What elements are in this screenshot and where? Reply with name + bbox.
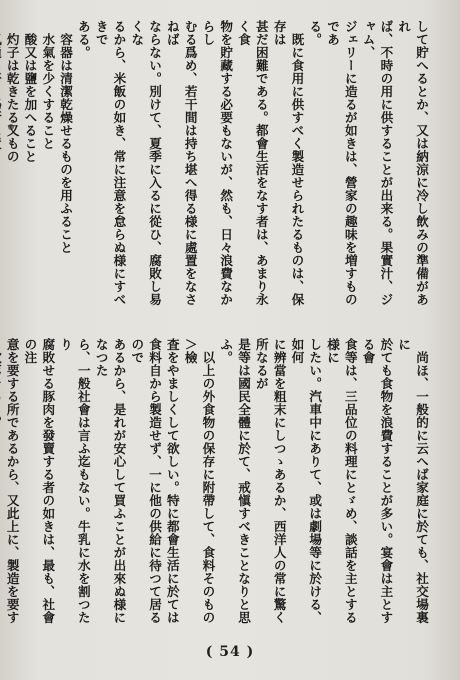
text-line: ば、不時の用に供することが出来る。果實汁、ジャム、 — [360, 20, 394, 306]
text-line: 灼子は乾きたる又もの — [4, 32, 20, 163]
text-line: ら、一般社會は言ふ迄もない。牛乳に水を割つたり — [58, 338, 91, 624]
text-line: 甚だ困難である。都會生活をなす者は、あまり永く食 — [236, 20, 269, 306]
text-line: 水氣を少くすること — [40, 32, 56, 150]
text-line: 是等は國民全體に於て、戒愼すべきことなりと思ふ。 — [218, 338, 252, 624]
text-line: 於ても食物を浪費することが多い。宴會は主とする會 — [360, 338, 394, 624]
upper-text-block — [4, 20, 430, 312]
lower-text-block — [4, 338, 430, 634]
text-line: 食等は、三品位の料理にとゞめ、談話を主とする様に — [325, 338, 358, 624]
text-line: むる爲め、若干間は持ち堪へ得る様に處置をなさねば — [164, 20, 198, 306]
text-line: 食料自から製造せず、一に他の供給に待つて居るので — [129, 338, 163, 624]
text-line: に辨當を粗末にしつゝあるか、西洋人の常に驚く所なるが — [253, 338, 287, 624]
text-line: したい。汽車中にありて、或は劇場等に於ける、如何 — [289, 338, 323, 624]
text-line: ならない。別けて、夏季に入るに從ひ、腐敗し易くな — [129, 20, 163, 306]
text-line: あるから、是れが安心して買ふことが出來ぬ様になつた — [93, 338, 127, 624]
text-line: 物を貯藏する必要もないが、然も、日々浪費なからし — [200, 20, 234, 306]
text-line: るから、米飯の如き、常に注意を怠らぬ様にすべきで — [93, 20, 127, 306]
text-line: る。 — [307, 20, 323, 46]
text-line: ジェリーに造るが如きは、營家の趣味を増すものであ — [325, 20, 358, 306]
text-line: 既に食用に供すべく製造せられたるものは、保存は — [271, 20, 305, 306]
text-line: 尚ほ、一般的に云へば家庭に於ても、社交場裏に — [396, 338, 429, 624]
text-line: ある。 — [75, 20, 91, 59]
page-number: ( 54 ) — [205, 644, 255, 660]
text-line: 容器は清潔乾燥せるものを用ふること — [58, 32, 74, 254]
text-line: して貯へるとか、又は納涼に冷し飲みの準備があれ — [396, 20, 429, 306]
text-line: 以上の外食物の保存に附帶して、食料そのもの＞檢 — [182, 338, 216, 624]
text-line: 腐敗せる豚肉を發賣する者の如きは、最も、社會の注 — [22, 338, 56, 624]
text-line — [0, 20, 3, 312]
text-line: 意を要する所であるから、又此上に、製造を要す — [4, 338, 20, 624]
text-line: 査をやましくして欲しい。特に都會生活に於ては — [164, 338, 180, 624]
text-line: 酸又は鹽を加へること — [22, 32, 38, 163]
